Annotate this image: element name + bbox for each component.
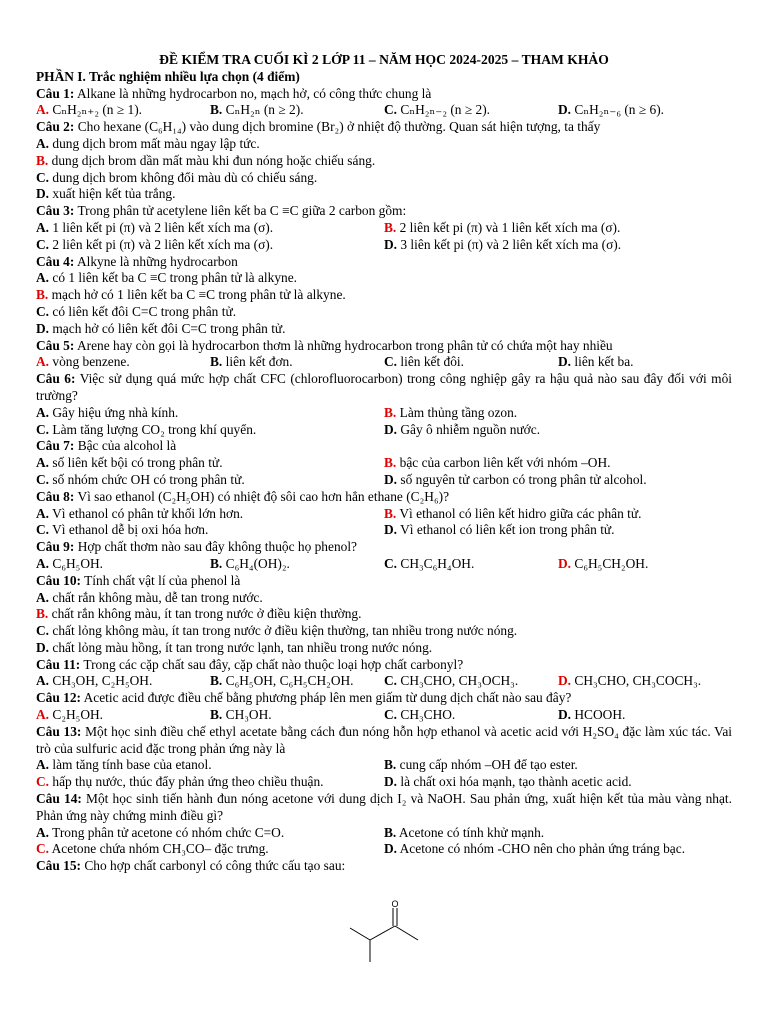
option-letter: D.: [36, 320, 50, 336]
option-letter: D.: [36, 186, 50, 202]
question-text: Trong phân tử acetylene liên kết ba C ≡C giữa 2 carbon gồm:: [77, 203, 407, 219]
option-letter: A.: [36, 455, 50, 471]
question-2: [36, 119, 732, 203]
question-number: Câu 8:: [36, 488, 75, 504]
option-text: C₆H₅CH₂OH.: [574, 555, 649, 571]
option-letter: B.: [384, 219, 397, 235]
option-text: C₆H₅OH, C₆H₅CH₂OH.: [225, 673, 354, 689]
question-stem: [36, 791, 732, 825]
option-letter: C.: [36, 236, 50, 252]
option-text: Acetone có nhóm -CHO nên cho phản ứng tráng bạc.: [399, 841, 686, 857]
option-row: [36, 321, 732, 338]
option-text: Vì ethanol có phân tử khối lớn hơn.: [52, 505, 244, 521]
option-letter: A.: [36, 707, 50, 723]
option-row: [36, 522, 732, 539]
question-1: [36, 86, 732, 120]
answer-option[interactable]: [36, 405, 384, 422]
option-row: [36, 556, 732, 573]
option-letter: B.: [384, 404, 397, 420]
option-letter: C.: [384, 673, 398, 689]
option-text: 2 liên kết pi (π) và 2 liên kết xích ma (σ).: [52, 236, 274, 252]
answer-option[interactable]: [36, 220, 384, 237]
option-text: CH₃OH.: [225, 707, 272, 723]
question-8: [36, 489, 732, 539]
option-text: Trong phân tử acetone có nhóm chức C=O.: [52, 824, 285, 840]
option-letter: D.: [558, 354, 572, 370]
answer-option[interactable]: [384, 774, 732, 791]
question-stem: [36, 254, 732, 271]
answer-option[interactable]: [36, 354, 210, 371]
option-row: [36, 590, 732, 607]
option-text: số liên kết bội có trong phân tử.: [52, 455, 223, 471]
option-letter: A.: [36, 824, 50, 840]
option-text: dung dịch brom dần mất màu khi đun nóng hoặc chiếu sáng.: [51, 152, 376, 168]
option-text: C₂H₅OH.: [52, 707, 104, 723]
option-text: Vì ethanol có liên kết hidro giữa các phân tử.: [399, 505, 642, 521]
option-letter: C.: [36, 841, 50, 857]
question-10: [36, 573, 732, 657]
question-stem: [36, 438, 732, 455]
question-7: [36, 438, 732, 488]
answer-option[interactable]: [384, 220, 732, 237]
option-text: 3 liên kết pi (π) và 2 liên kết xích ma (σ).: [400, 236, 622, 252]
question-number: Câu 13:: [36, 723, 82, 739]
exam-title: ĐỀ KIỂM TRA CUỐI KÌ 2 LỚP 11 – NĂM HỌC 2024-2025 – THAM KHẢO: [159, 52, 609, 67]
option-letter: B.: [210, 354, 223, 370]
question-5: [36, 338, 732, 372]
option-letter: C.: [36, 303, 50, 319]
question-text: Alkyne là những hydrocarbon: [76, 253, 238, 269]
question-text: Trong các cặp chất sau đây, cặp chất nào thuộc loại hợp chất carbonyl?: [83, 656, 464, 672]
option-letter: D.: [384, 421, 398, 437]
question-number: Câu 15:: [36, 858, 82, 874]
option-text: có liên kết đôi C=C trong phân tử.: [52, 303, 237, 319]
question-13: [36, 724, 732, 791]
answer-option[interactable]: [36, 304, 236, 321]
answer-option[interactable]: [384, 522, 732, 539]
question-number: Câu 1:: [36, 85, 75, 101]
question-stem: [36, 858, 732, 875]
answer-option[interactable]: [384, 354, 558, 371]
option-row: [36, 774, 732, 791]
option-row: [36, 354, 732, 371]
option-text: C₆H₄(OH)₂.: [225, 555, 290, 571]
option-letter: B.: [210, 555, 223, 571]
question-4: [36, 254, 732, 338]
answer-option[interactable]: [36, 673, 210, 690]
answer-option[interactable]: [558, 707, 732, 724]
question-stem: [36, 539, 732, 556]
option-row: [36, 186, 732, 203]
option-letter: B.: [384, 824, 397, 840]
option-row: [36, 102, 732, 119]
question-stem: [36, 338, 732, 355]
option-letter: D.: [384, 236, 398, 252]
option-letter: C.: [384, 707, 398, 723]
question-3: [36, 203, 732, 253]
option-letter: D.: [558, 102, 572, 118]
option-letter: C.: [384, 354, 398, 370]
option-row: [36, 606, 732, 623]
answer-option[interactable]: [36, 136, 260, 153]
answer-option[interactable]: [384, 757, 732, 774]
option-text: C₆H₅OH.: [52, 555, 104, 571]
question-stem: [36, 203, 732, 220]
option-letter: A.: [36, 404, 50, 420]
option-text: CH₃OH, C₂H₅OH.: [52, 673, 153, 689]
option-row: [36, 405, 732, 422]
option-letter: C.: [36, 421, 50, 437]
option-letter: D.: [558, 555, 572, 571]
question-stem: [36, 86, 732, 103]
option-letter: C.: [36, 169, 50, 185]
option-text: xuất hiện kết tủa trắng.: [52, 186, 176, 202]
option-row: [36, 506, 732, 523]
question-text: Vì sao ethanol (C₂H₅OH) có nhiệt độ sôi cao hơn hẳn ethane (C₂H₆)?: [77, 488, 450, 504]
answer-option[interactable]: [210, 673, 384, 690]
answer-option[interactable]: [36, 237, 384, 254]
answer-option[interactable]: [36, 287, 346, 304]
question-text: Tính chất vật lí của phenol là: [84, 572, 241, 588]
question-6: [36, 371, 732, 438]
option-text: liên kết đơn.: [225, 354, 293, 370]
answer-option[interactable]: [36, 757, 384, 774]
option-text: 1 liên kết pi (π) và 2 liên kết xích ma (σ).: [52, 219, 274, 235]
answer-option[interactable]: [384, 455, 732, 472]
question-number: Câu 6:: [36, 371, 76, 387]
option-text: có 1 liên kết ba C ≡C trong phân tử là alkyne.: [52, 270, 298, 286]
question-text: Acetic acid được điều chế bằng phương pháp lên men giấm từ dung dịch chất nào sau đây?: [83, 690, 572, 706]
answer-option[interactable]: [558, 673, 732, 690]
question-text: Arene hay còn gọi là hydrocarbon thơm là những hydrocarbon trong phân tử có chứa một hay nhiều: [76, 337, 613, 353]
option-text: CₙH₂ₙ₊₂ (n ≥ 1).: [52, 102, 143, 118]
option-text: làm tăng tính base của etanol.: [52, 757, 212, 773]
answer-option[interactable]: [36, 170, 317, 187]
answer-option[interactable]: [36, 590, 263, 607]
option-text: CH₃CHO.: [400, 707, 456, 723]
answer-option[interactable]: [36, 774, 384, 791]
answer-option[interactable]: [384, 825, 732, 842]
answer-option[interactable]: [36, 606, 361, 623]
answer-option[interactable]: [36, 422, 384, 439]
option-letter: C.: [36, 623, 50, 639]
option-text: CₙH₂ₙ₋₂ (n ≥ 2).: [400, 102, 491, 118]
option-text: chất lỏng màu hồng, ít tan trong nước lạnh, tan nhiều trong nước nóng.: [52, 639, 433, 655]
option-letter: D.: [384, 841, 398, 857]
option-text: mạch hở có liên kết đôi C=C trong phân tử.: [52, 320, 286, 336]
option-text: chất rắn không màu, dễ tan trong nước.: [52, 589, 263, 605]
question-stem: [36, 371, 732, 405]
question-number: Câu 3:: [36, 203, 75, 219]
option-text: CH₃C₆H₄OH.: [400, 555, 475, 571]
option-letter: A.: [36, 757, 50, 773]
answer-option[interactable]: [210, 707, 384, 724]
option-letter: A.: [36, 219, 50, 235]
option-text: Acetone có tính khử mạnh.: [398, 824, 545, 840]
answer-option[interactable]: [384, 405, 732, 422]
option-text: số nguyên tử carbon có trong phân tử alcohol.: [400, 471, 647, 487]
answer-option[interactable]: [36, 153, 375, 170]
answer-option[interactable]: [558, 354, 732, 371]
answer-option[interactable]: [36, 455, 384, 472]
option-text: mạch hở có 1 liên kết ba C ≡C trong phân tử là alkyne.: [51, 287, 346, 303]
option-letter: A.: [36, 354, 50, 370]
option-text: cung cấp nhóm –OH để tạo ester.: [399, 757, 578, 773]
option-letter: A.: [36, 135, 50, 151]
option-text: hấp thụ nước, thúc đẩy phản ứng theo chiều thuận.: [52, 774, 324, 790]
option-text: là chất oxi hóa mạnh, tạo thành acetic acid.: [400, 774, 632, 790]
option-text: CₙH₂ₙ₋₆ (n ≥ 6).: [574, 102, 665, 118]
answer-option[interactable]: [36, 623, 517, 640]
option-letter: B.: [36, 287, 49, 303]
option-text: liên kết ba.: [574, 354, 634, 370]
question-number: Câu 7:: [36, 438, 75, 454]
question-text: Bậc của alcohol là: [77, 438, 177, 454]
answer-option[interactable]: [210, 556, 384, 573]
option-row: [36, 841, 732, 858]
answer-option[interactable]: [36, 640, 432, 657]
option-text: 2 liên kết pi (π) và 1 liên kết xích ma (σ).: [399, 219, 621, 235]
option-text: bậc của carbon liên kết với nhóm –OH.: [399, 455, 611, 471]
option-row: [36, 673, 732, 690]
question-number: Câu 11:: [36, 656, 81, 672]
question-text: Hợp chất thơm nào sau đây không thuộc họ phenol?: [77, 539, 358, 555]
option-text: dung dịch brom không đổi màu dù có chiếu sáng.: [52, 169, 318, 185]
option-letter: B.: [210, 102, 223, 118]
exam-page: [36, 52, 732, 875]
option-text: Vì ethanol có liên kết ion trong phân tử.: [400, 522, 615, 538]
question-stem: [36, 119, 732, 136]
option-letter: B.: [384, 455, 397, 471]
answer-option[interactable]: [36, 825, 384, 842]
answer-option[interactable]: [36, 522, 384, 539]
option-row: [36, 623, 732, 640]
answer-option[interactable]: [36, 556, 210, 573]
question-9: [36, 539, 732, 573]
option-letter: D.: [36, 639, 50, 655]
option-text: Acetone chứa nhóm CH₃CO– đặc trưng.: [51, 841, 269, 857]
answer-option[interactable]: [558, 102, 732, 119]
answer-option[interactable]: [36, 841, 384, 858]
question-15: [36, 858, 732, 875]
question-text: Alkane là những hydrocarbon no, mạch hở, có công thức chung là: [76, 85, 432, 101]
oxygen-label: O: [391, 899, 399, 909]
option-letter: B.: [384, 757, 397, 773]
option-letter: C.: [384, 555, 398, 571]
question-text: Cho hexane (C₆H₁₄) vào dung dịch bromine (Br₂) ở nhiệt độ thường. Quan sát hiện tượng, ta thấy: [77, 119, 601, 135]
option-letter: B.: [36, 152, 49, 168]
option-text: Làm thủng tầng ozon.: [399, 404, 518, 420]
question-stem: [36, 657, 732, 674]
option-text: chất rắn không màu, ít tan trong nước ở điều kiện thường.: [51, 606, 362, 622]
option-letter: B.: [210, 707, 223, 723]
option-text: HCOOH.: [574, 707, 626, 723]
answer-option[interactable]: [384, 102, 558, 119]
answer-option[interactable]: [384, 506, 732, 523]
option-letter: B.: [210, 673, 223, 689]
option-letter: D.: [384, 774, 398, 790]
answer-option[interactable]: [558, 556, 732, 573]
answer-option[interactable]: [384, 422, 732, 439]
option-text: liên kết đôi.: [400, 354, 464, 370]
question-number: Câu 5:: [36, 337, 75, 353]
option-text: Gây ô nhiễm nguồn nước.: [400, 421, 541, 437]
question-number: Câu 2:: [36, 119, 75, 135]
question-text: Một học sinh tiến hành đun nóng acetone với dung dịch I₂ và NaOH. Sau phản ứng, xuất hiện kết tủa màu vàng nhạt. Phản ứng này chứng minh điều gì?: [36, 791, 732, 823]
option-row: [36, 825, 732, 842]
question-stem: [36, 573, 732, 590]
answer-option[interactable]: [36, 186, 175, 203]
option-row: [36, 472, 732, 489]
option-row: [36, 170, 732, 187]
option-letter: C.: [36, 471, 50, 487]
section-heading: PHẦN I. Trắc nghiệm nhiều lựa chọn (4 điểm): [36, 68, 300, 84]
option-text: CH₃CHO, CH₃OCH₃.: [400, 673, 519, 689]
answer-option[interactable]: [384, 472, 732, 489]
option-letter: A.: [36, 270, 50, 286]
carbonyl-structure: [348, 898, 428, 968]
option-letter: A.: [36, 505, 50, 521]
option-letter: D.: [384, 471, 398, 487]
option-letter: A.: [36, 555, 50, 571]
question-number: Câu 4:: [36, 253, 75, 269]
answer-option[interactable]: [36, 506, 384, 523]
option-text: chất lỏng không màu, ít tan trong nước ở điều kiện thường, tan nhiều trong nước nóng.: [52, 623, 518, 639]
option-row: [36, 757, 732, 774]
question-text: Một học sinh điều chế ethyl acetate bằng cách đun nóng hỗn hợp ethanol và acetic acid với H₂SO₄ đặc làm xúc tác. Vai trò của sulfuric acid đặc trong phản ứng này là: [36, 723, 732, 756]
option-text: số nhóm chức OH có trong phân tử.: [52, 471, 245, 487]
option-text: dung dịch brom mất màu ngay lập tức.: [52, 135, 260, 151]
option-row: [36, 287, 732, 304]
option-text: Làm tăng lượng CO₂ trong khí quyển.: [52, 421, 257, 437]
question-12: [36, 690, 732, 724]
option-letter: C.: [36, 774, 50, 790]
option-letter: D.: [384, 522, 398, 538]
answer-option[interactable]: [210, 354, 384, 371]
option-letter: D.: [558, 673, 572, 689]
option-text: vòng benzene.: [52, 354, 130, 370]
option-letter: B.: [384, 505, 397, 521]
option-row: [36, 455, 732, 472]
question-text: Cho hợp chất carbonyl có công thức cấu tạo sau:: [84, 858, 346, 874]
answer-option[interactable]: [384, 841, 732, 858]
question-list: [36, 86, 732, 875]
question-stem: [36, 690, 732, 707]
option-row: [36, 422, 732, 439]
answer-option[interactable]: [210, 102, 384, 119]
question-number: Câu 12:: [36, 690, 82, 706]
option-letter: A.: [36, 589, 50, 605]
option-letter: A.: [36, 673, 50, 689]
answer-option[interactable]: [384, 673, 558, 690]
question-stem: [36, 489, 732, 506]
option-row: [36, 153, 732, 170]
option-letter: C.: [36, 522, 50, 538]
question-14: [36, 791, 732, 858]
option-letter: C.: [384, 102, 398, 118]
option-row: [36, 136, 732, 153]
answer-option[interactable]: [36, 270, 297, 287]
option-row: [36, 270, 732, 287]
question-number: Câu 10:: [36, 572, 82, 588]
option-text: Gây hiệu ứng nhà kính.: [52, 404, 179, 420]
option-row: [36, 304, 732, 321]
option-row: [36, 640, 732, 657]
option-letter: B.: [36, 606, 49, 622]
question-text: Việc sử dụng quá mức hợp chất CFC (chlorofluorocarbon) trong công nghiệp gây ra hậu quả nào sau đây đối với môi trường?: [36, 371, 732, 403]
option-row: [36, 707, 732, 724]
option-text: CₙH₂ₙ (n ≥ 2).: [225, 102, 304, 118]
answer-option[interactable]: [384, 707, 558, 724]
question-number: Câu 9:: [36, 539, 75, 555]
question-stem: [36, 724, 732, 758]
answer-option[interactable]: [384, 556, 558, 573]
option-text: CH₃CHO, CH₃COCH₃.: [574, 673, 702, 689]
question-number: Câu 14:: [36, 791, 82, 807]
answer-option[interactable]: [36, 472, 384, 489]
question-11: [36, 657, 732, 691]
option-letter: A.: [36, 102, 50, 118]
option-row: [36, 220, 732, 237]
answer-option[interactable]: [384, 237, 732, 254]
option-letter: D.: [558, 707, 572, 723]
option-text: Vì ethanol dễ bị oxi hóa hơn.: [52, 522, 209, 538]
answer-option[interactable]: [36, 707, 210, 724]
answer-option[interactable]: [36, 321, 286, 338]
answer-option[interactable]: [36, 102, 210, 119]
option-row: [36, 237, 732, 254]
